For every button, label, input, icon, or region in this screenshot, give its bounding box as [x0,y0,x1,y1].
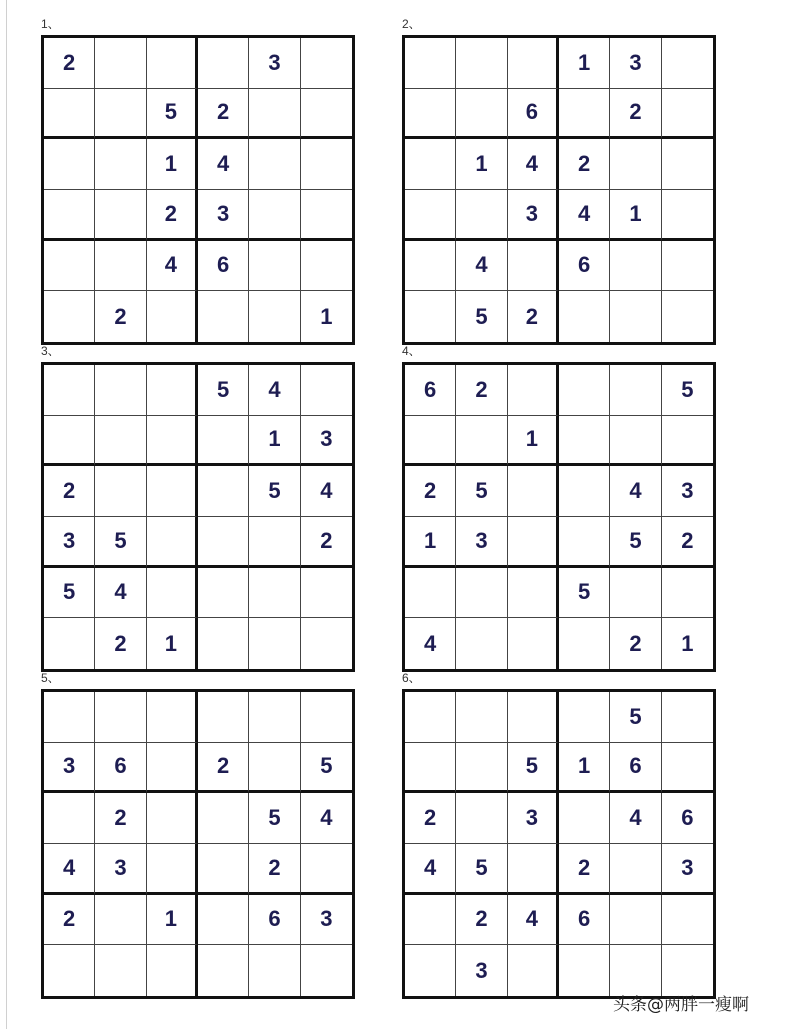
sudoku-cell: 1 [405,517,456,568]
sudoku-cell [301,190,352,241]
sudoku-cell [610,139,661,190]
sudoku-cell [301,139,352,190]
sudoku-cell [662,692,713,743]
sudoku-cell: 5 [610,517,661,568]
sudoku-cell [508,241,559,292]
sudoku-cell [610,895,661,946]
sudoku-cell [610,365,661,416]
sudoku-cell: 5 [95,517,146,568]
sudoku-cell [44,139,95,190]
sudoku-cell: 2 [95,793,146,844]
sudoku-cell: 2 [405,793,456,844]
sudoku-cell: 2 [249,844,300,895]
sudoku-cell: 2 [610,618,661,669]
sudoku-cell [44,241,95,292]
sudoku-cell: 4 [610,793,661,844]
sudoku-cell [508,466,559,517]
sudoku-cell: 5 [44,568,95,619]
sudoku-cell: 3 [249,38,300,89]
sudoku-cell [662,743,713,794]
sudoku-cell: 1 [147,618,198,669]
sudoku-cell [508,568,559,619]
sudoku-cell: 3 [301,895,352,946]
sudoku-cell: 2 [95,618,146,669]
sudoku-cell: 2 [405,466,456,517]
sudoku-cell [198,416,249,467]
sudoku-cell [95,895,146,946]
sudoku-cell [147,793,198,844]
sudoku-cell [559,291,610,342]
sudoku-cell [44,291,95,342]
sudoku-cell [301,365,352,416]
sudoku-cell: 6 [559,241,610,292]
sudoku-cell: 5 [301,743,352,794]
sudoku-cell [95,190,146,241]
sudoku-cell [662,139,713,190]
sudoku-cell [559,517,610,568]
sudoku-cell: 5 [610,692,661,743]
sudoku-cell: 4 [147,241,198,292]
sudoku-cell [662,190,713,241]
sudoku-cell [44,793,95,844]
puzzle-label: 4、 [402,344,421,358]
sudoku-cell: 2 [456,895,507,946]
sudoku-cell: 2 [198,89,249,140]
sudoku-cell [249,190,300,241]
sudoku-cell: 2 [508,291,559,342]
sudoku-grid [402,35,716,345]
sudoku-cell [456,416,507,467]
sudoku-puzzle-5 [41,671,355,999]
sudoku-cell [559,618,610,669]
sudoku-cell [456,38,507,89]
sudoku-cell: 4 [405,844,456,895]
sudoku-cell: 5 [456,291,507,342]
sudoku-cell [405,38,456,89]
sudoku-cell [662,416,713,467]
sudoku-cell [559,692,610,743]
sudoku-cell [405,568,456,619]
sudoku-grid [402,689,716,999]
sudoku-cell: 6 [95,743,146,794]
sudoku-cell [301,38,352,89]
sudoku-cell: 4 [456,241,507,292]
at-symbol: @ [647,995,664,1015]
sudoku-cell [610,945,661,996]
puzzle-label: 2、 [402,17,421,31]
sudoku-cell [456,743,507,794]
sudoku-cell: 5 [249,466,300,517]
sudoku-cell [610,291,661,342]
sudoku-cell: 4 [508,139,559,190]
sudoku-cell [301,568,352,619]
sudoku-cell [249,945,300,996]
watermark [613,990,749,1015]
sudoku-cell [456,89,507,140]
sudoku-cell [249,618,300,669]
sudoku-cell [198,945,249,996]
sudoku-cell [249,291,300,342]
sudoku-cell: 4 [44,844,95,895]
sudoku-cell [147,945,198,996]
sudoku-puzzle-1 [41,17,355,345]
sudoku-cell: 3 [44,517,95,568]
sudoku-cell [44,190,95,241]
sudoku-cell [198,517,249,568]
sudoku-cell [95,38,146,89]
watermark-prefix: 头条 [613,995,647,1014]
sudoku-cell [147,466,198,517]
sudoku-grid [41,35,355,345]
sudoku-cell: 3 [662,466,713,517]
sudoku-cell [610,568,661,619]
sudoku-cell [508,365,559,416]
sudoku-cell: 2 [147,190,198,241]
sudoku-cell: 1 [508,416,559,467]
sudoku-cell: 3 [95,844,146,895]
sudoku-cell: 5 [198,365,249,416]
puzzle-label: 1、 [41,17,60,31]
sudoku-cell: 1 [456,139,507,190]
sudoku-cell [249,517,300,568]
sudoku-cell: 2 [610,89,661,140]
sudoku-cell [662,291,713,342]
sudoku-cell: 4 [610,466,661,517]
sudoku-cell: 1 [559,743,610,794]
sudoku-cell: 2 [198,743,249,794]
sudoku-cell: 1 [610,190,661,241]
sudoku-cell [405,743,456,794]
sudoku-cell [456,692,507,743]
sudoku-cell [559,793,610,844]
sudoku-cell [147,844,198,895]
sudoku-cell [456,568,507,619]
sudoku-cell [95,89,146,140]
sudoku-cell: 2 [559,139,610,190]
sudoku-cell [662,945,713,996]
sudoku-cell: 5 [249,793,300,844]
sudoku-cell: 6 [405,365,456,416]
sudoku-cell [95,692,146,743]
sudoku-cell: 1 [147,895,198,946]
sudoku-cell [44,365,95,416]
sudoku-cell [147,517,198,568]
sudoku-cell [610,844,661,895]
sudoku-cell [301,844,352,895]
sudoku-cell [249,241,300,292]
sudoku-cell: 4 [95,568,146,619]
sudoku-cell: 3 [662,844,713,895]
sudoku-cell: 2 [44,38,95,89]
sudoku-cell: 1 [147,139,198,190]
sudoku-puzzle-4 [402,344,716,672]
sudoku-cell: 2 [301,517,352,568]
sudoku-cell: 4 [559,190,610,241]
sudoku-cell [610,241,661,292]
sudoku-cell [662,895,713,946]
sudoku-cell [198,568,249,619]
sudoku-cell: 4 [249,365,300,416]
sudoku-cell [147,38,198,89]
sudoku-cell [147,568,198,619]
sudoku-cell [249,743,300,794]
sudoku-cell: 6 [508,89,559,140]
sudoku-cell: 1 [249,416,300,467]
sudoku-cell [405,241,456,292]
sudoku-cell: 3 [610,38,661,89]
sudoku-cell [301,618,352,669]
sudoku-cell [559,416,610,467]
sudoku-cell: 2 [95,291,146,342]
sudoku-cell [559,365,610,416]
sudoku-cell [456,618,507,669]
sudoku-cell [405,89,456,140]
sudoku-cell [249,692,300,743]
sudoku-cell [405,692,456,743]
sudoku-cell [147,291,198,342]
sudoku-cell [662,241,713,292]
sudoku-cell: 1 [320,303,333,329]
sudoku-cell [198,895,249,946]
sudoku-cell [249,89,300,140]
sudoku-cell: 1 [681,630,694,656]
sudoku-grid [41,362,355,672]
sudoku-cell [662,89,713,140]
sudoku-cell [662,568,713,619]
sudoku-cell: 2 [559,844,610,895]
sudoku-cell [456,190,507,241]
sudoku-cell: 6 [249,895,300,946]
sudoku-cell [44,89,95,140]
sudoku-cell: 4 [301,793,352,844]
sudoku-cell [147,692,198,743]
sudoku-cell [198,38,249,89]
sudoku-cell [198,793,249,844]
sudoku-cell: 2 [456,365,507,416]
sudoku-cell: 3 [508,793,559,844]
sudoku-cell: 6 [198,241,249,292]
sudoku-puzzle-6 [402,671,716,999]
sudoku-cell [44,945,95,996]
sudoku-cell [405,945,456,996]
sudoku-cell: 5 [508,743,559,794]
sudoku-cell [198,692,249,743]
sudoku-cell: 5 [559,568,610,619]
sudoku-cell: 5 [147,89,198,140]
sudoku-cell [508,692,559,743]
sudoku-cell: 3 [198,190,249,241]
sudoku-cell: 3 [508,190,559,241]
sudoku-cell [147,416,198,467]
sudoku-grid [41,689,355,999]
sudoku-cell [405,139,456,190]
sudoku-cell [249,139,300,190]
sudoku-cell [95,139,146,190]
sudoku-cell [95,365,146,416]
sudoku-cell [95,241,146,292]
sudoku-cell: 4 [198,139,249,190]
sudoku-cell [559,89,610,140]
sudoku-cell: 6 [559,895,610,946]
sudoku-cell [610,416,661,467]
sudoku-cell: 1 [559,38,610,89]
sudoku-cell [405,291,456,342]
sudoku-cell: 2 [44,895,95,946]
sudoku-cell: 6 [662,793,713,844]
puzzle-label: 5、 [41,671,60,685]
sudoku-cell [508,844,559,895]
page-edge [6,0,7,1029]
sudoku-puzzle-2 [402,17,716,345]
sudoku-cell [301,692,352,743]
puzzle-label: 6、 [402,671,421,685]
sudoku-cell [662,38,713,89]
sudoku-cell [301,945,352,996]
sudoku-cell: 4 [508,895,559,946]
sudoku-cell [301,241,352,292]
sudoku-cell [95,416,146,467]
sudoku-cell: 3 [44,743,95,794]
puzzle-label: 3、 [41,344,60,358]
sudoku-cell [44,416,95,467]
sudoku-cell [198,291,249,342]
sudoku-cell [301,89,352,140]
sudoku-puzzle-3 [41,344,355,672]
sudoku-cell: 5 [662,365,713,416]
sudoku-cell [44,618,95,669]
sudoku-cell: 4 [405,618,456,669]
sudoku-cell [44,692,95,743]
sudoku-cell [147,365,198,416]
watermark-name: 两胖一瘦啊 [664,995,749,1014]
sudoku-cell [559,945,610,996]
sudoku-cell [95,466,146,517]
sudoku-cell [95,945,146,996]
sudoku-cell: 3 [456,517,507,568]
sudoku-grid [402,362,716,672]
sudoku-cell [249,568,300,619]
sudoku-cell [405,895,456,946]
sudoku-cell: 3 [456,945,507,996]
sudoku-cell: 5 [456,844,507,895]
sudoku-cell: 3 [301,416,352,467]
sudoku-cell [559,466,610,517]
sudoku-cell [405,416,456,467]
sudoku-cell [456,793,507,844]
sudoku-cell: 5 [456,466,507,517]
sudoku-cell [508,38,559,89]
sudoku-cell [405,190,456,241]
sudoku-cell [198,466,249,517]
sudoku-cell: 6 [610,743,661,794]
sudoku-cell: 2 [44,466,95,517]
sudoku-cell [508,945,559,996]
sudoku-cell: 4 [301,466,352,517]
sudoku-cell [147,743,198,794]
sudoku-cell [508,618,559,669]
sudoku-cell [198,844,249,895]
sudoku-cell [508,517,559,568]
sudoku-cell: 2 [662,517,713,568]
sudoku-cell [198,618,249,669]
